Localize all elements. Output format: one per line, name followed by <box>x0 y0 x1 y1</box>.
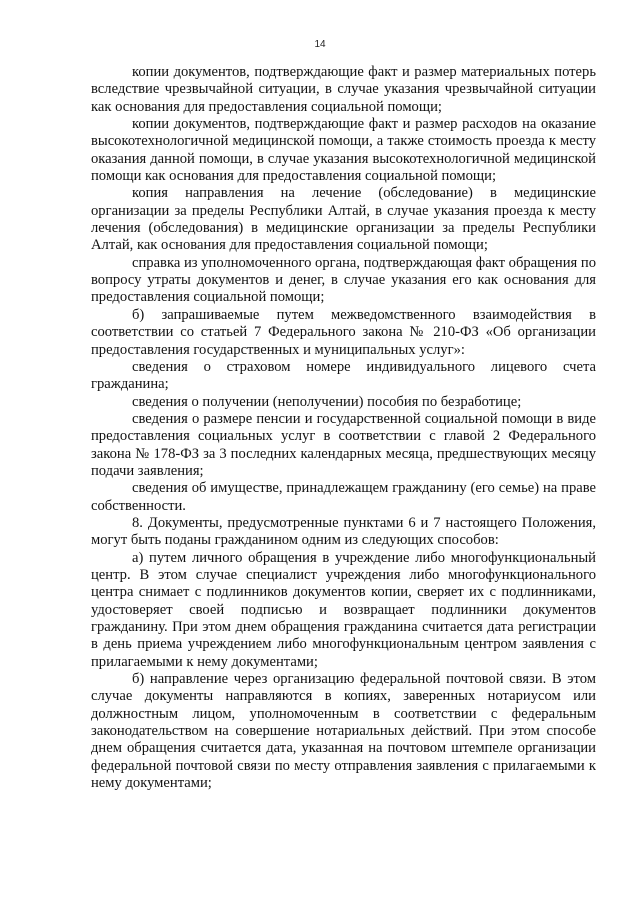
paragraph-loss-documents: копии документов, подтверждающие факт и размер материальных потерь вследствие чрезвычайной ситуации, в случае указания чрезвычайной ситуации как основания для предоставления социальной помощи; <box>91 64 596 115</box>
paragraph-insurance-number: сведения о страховом номере индивидуального лицевого счета гражданина; <box>91 358 596 393</box>
paragraph-property-info: сведения об имуществе, принадлежащем гражданину (его семье) на праве собственности. <box>91 480 596 514</box>
paragraph-pension-info: сведения о размере пенсии и государственной социальной помощи в виде предоставления социальных услуг в соответствии с главой 2 Федерального закона № 178-ФЗ за 3 последних календарных месяца, предшествующих месяцу подачи заявления; <box>91 410 596 479</box>
paragraph-personal-submission: а) путем личного обращения в учреждение либо многофункциональный центр. В этом случае специалист учреждения либо многофункционального центра снимает с подлинников документов копии, сверяет их с подлинниками, удостоверяет своей подписью и возвращает подлинники документов гражданину. При этом днем обращения гражданина считается дата регистрации в день приема учреждением либо многофункциональным центром заявления с прилагаемыми к нему документами; <box>91 549 596 670</box>
paragraph-submission-methods: 8. Документы, предусмотренные пунктами 6 и 7 настоящего Положения, могут быть поданы гражданином одним из следующих способов: <box>91 514 596 549</box>
paragraph-loss-certificate: справка из уполномоченного органа, подтверждающая факт обращения по вопросу утраты документов и денег, в случае указания его как основания для предоставления социальной помощи; <box>91 254 596 306</box>
paragraph-interagency-request: б) запрашиваемые путем межведомственного взаимодействия в соответствии со статьей 7 Федерального закона № 210-ФЗ «Об организации предоставления государственных и муниципальных услуг»: <box>91 306 596 358</box>
paragraph-postal-submission: б) направление через организацию федеральной почтовой связи. В этом случае документы направляются в копиях, заверенных нотариусом или должностным лицом, уполномоченным в соответствии с федеральным законодательством на совершение нотариальных действий. При этом способе днем обращения считается дата, указанная на почтовом штемпеле организации федеральной почтовой связи по месту отправления заявления с прилагаемыми к нему документами; <box>91 671 596 792</box>
paragraph-unemployment-benefit: сведения о получении (неполучении) пособия по безработице; <box>132 393 522 410</box>
document-body <box>91 64 596 792</box>
paragraph-treatment-referral: копия направления на лечение (обследование) в медицинские организации за пределы Республики Алтай, в случае указания проезда к месту лечения (обследования) в медицинские организации за пределы Республики Алтай, как основания для предоставления социальной помощи; <box>91 185 596 254</box>
page-number: 14 <box>314 39 326 50</box>
paragraph-hightech-care-documents: копии документов, подтверждающие факт и размер расходов на оказание высокотехнологичной медицинской помощи, а также стоимость проезда к месту оказания данной помощи, в случае указания высокотехнологичной медицинской помощи как основания для предоставления социальной помощи; <box>91 116 596 185</box>
